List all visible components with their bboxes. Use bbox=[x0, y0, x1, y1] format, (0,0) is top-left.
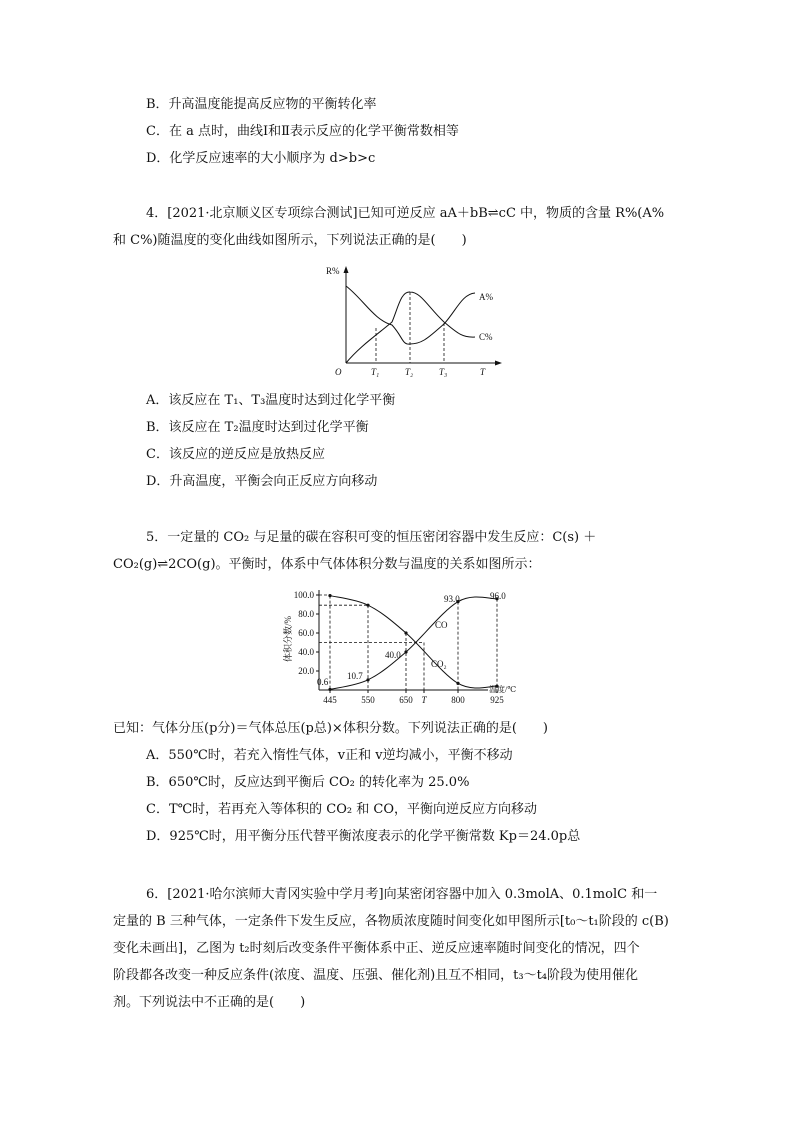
q5-option-c: C．T℃时，若再充入等体积的 CO₂ 和 CO，平衡向逆反应方向移动 bbox=[146, 802, 537, 817]
q5-stem-line2: CO₂(g)⇌2CO(g)。平衡时，体系中气体体积分数与温度的关系如图所示： bbox=[113, 557, 541, 572]
q4-option-a: A．该反应在 T₁、T₃温度时达到过化学平衡 bbox=[146, 393, 396, 408]
q5-xlabel: 温度/℃ bbox=[489, 685, 517, 694]
q5-xtick-label: 925 bbox=[490, 695, 504, 705]
q5-ytick-label: 20.0 bbox=[298, 666, 314, 676]
q5-label-96-0: 96.0 bbox=[490, 591, 506, 601]
q5-xtick-label: T bbox=[421, 695, 427, 705]
q3-option-d: D．化学反应速率的大小顺序为 d>b>c bbox=[146, 151, 376, 166]
q5-known: 已知：气体分压(p分)＝气体总压(p总)×体积分数。下列说法正确的是( ) bbox=[113, 721, 548, 736]
q4-tick-t1: T₁ bbox=[371, 367, 380, 377]
q4-option-d: D．升高温度，平衡会向正反应方向移动 bbox=[146, 474, 378, 489]
q5-ytick-label: 60.0 bbox=[298, 628, 314, 638]
q4-legend-a: A% bbox=[479, 292, 493, 302]
q5-xtick-label: 650 bbox=[399, 695, 413, 705]
q5-legend-co: CO bbox=[435, 620, 448, 630]
q5-point-co bbox=[328, 688, 331, 691]
q6-line1: 6．[2021·哈尔滨师大青冈实验中学月考]向某密闭容器中加入 0.3molA、0.1molC 和一 bbox=[146, 887, 658, 902]
q4-tick-t3: T₃ bbox=[439, 367, 448, 377]
q5-ytick-label: 80.0 bbox=[298, 609, 314, 619]
q5-point-co bbox=[366, 678, 369, 681]
q5-xtick-label: 800 bbox=[451, 695, 465, 705]
q4-option-b: B．该反应在 T₂温度时达到过化学平衡 bbox=[146, 420, 369, 435]
q4-tick-t2: T₂ bbox=[405, 367, 414, 377]
q5-label-0-6: 0.6 bbox=[317, 677, 329, 687]
q4-x-arrow bbox=[495, 361, 502, 366]
q5-xtick-label: 445 bbox=[323, 695, 337, 705]
q4-stem-line1: 4．[2021·北京顺义区专项综合测试]已知可逆反应 aA＋bB⇌cC 中，物质的含量 R%(A% bbox=[146, 206, 665, 221]
q5-point-co bbox=[404, 650, 407, 653]
q4-series-a bbox=[346, 286, 475, 344]
q4-y-arrow bbox=[344, 266, 349, 273]
q4-origin: O bbox=[335, 367, 342, 377]
q5-label-40-0: 40.0 bbox=[385, 650, 401, 660]
q5-stem-line1: 5．一定量的 CO₂ 与足量的碳在容积可变的恒压密闭容器中发生反应：C(s) ＋ bbox=[146, 530, 597, 545]
q6-line4: 阶段都各改变一种反应条件(浓度、温度、压强、催化剂)且互不相同，t₃～t₄阶段为使用催化 bbox=[113, 968, 639, 983]
q4-stem-line2: 和 C%)随温度的变化曲线如图所示，下列说法正确的是( ) bbox=[113, 233, 467, 248]
q5-chart bbox=[276, 584, 520, 706]
q5-option-a: A．550℃时，若充入惰性气体，v正和 v逆均减小，平衡不移动 bbox=[146, 748, 513, 763]
q4-legend-c: C% bbox=[479, 332, 493, 342]
q4-option-c: C．该反应的逆反应是放热反应 bbox=[146, 447, 325, 462]
q3-option-c: C．在 a 点时，曲线Ⅰ和Ⅱ表示反应的化学平衡常数相等 bbox=[146, 124, 459, 139]
q5-point-co2 bbox=[456, 682, 459, 685]
q5-point-co2 bbox=[404, 631, 407, 634]
q6-line3: 变化未画出]，乙图为 t₂时刻后改变条件平衡体系中正、逆反应速率随时间变化的情况，四个 bbox=[113, 941, 640, 956]
q4-chart bbox=[318, 262, 508, 382]
q4-ylabel: R% bbox=[326, 266, 340, 276]
q5-xtick-label: 550 bbox=[361, 695, 375, 705]
q6-line5: 剂。下列说法中不正确的是( ) bbox=[113, 995, 306, 1010]
q5-option-b: B．650℃时，反应达到平衡后 CO₂ 的转化率为 25.0% bbox=[146, 775, 470, 790]
q5-label-10-7: 10.7 bbox=[347, 671, 363, 681]
q5-label-93-0: 93.0 bbox=[444, 594, 460, 604]
q6-line2: 定量的 B 三种气体，一定条件下发生反应，各物质浓度随时间变化如甲图所示[t₀～t₁阶段的 c(B) bbox=[113, 914, 669, 929]
q5-option-d: D．925℃时，用平衡分压代替平衡浓度表示的化学平衡常数 Kp＝24.0p总 bbox=[146, 829, 581, 844]
q5-point-co2 bbox=[366, 604, 369, 607]
q5-legend-co2: CO₂ bbox=[431, 659, 447, 669]
q4-series-c bbox=[346, 292, 475, 363]
q5-ytick-label: 40.0 bbox=[298, 647, 314, 657]
q5-point-co2 bbox=[328, 594, 331, 597]
q5-ylabel: 体积分数/% bbox=[283, 616, 293, 662]
q5-ytick-label: 100.0 bbox=[293, 590, 314, 600]
q3-option-b: B．升高温度能提高反应物的平衡转化率 bbox=[146, 97, 377, 112]
q4-xlabel: T bbox=[480, 367, 486, 377]
